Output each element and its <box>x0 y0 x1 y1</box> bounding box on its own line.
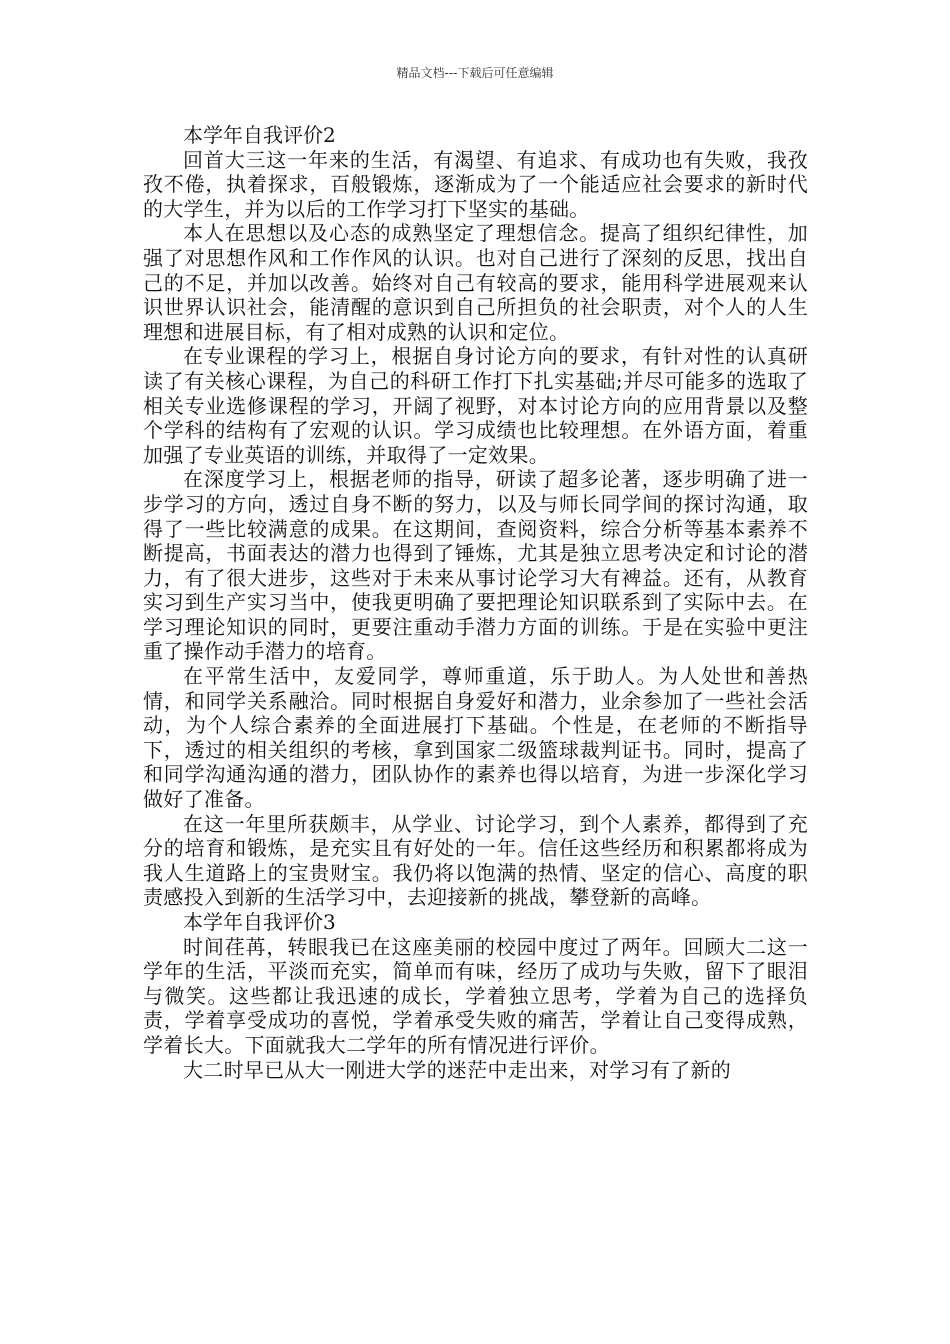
paragraph: 大二时早已从大一刚进大学的迷茫中走出来，对学习有了新的 <box>183 1057 732 1082</box>
paragraph: 本人在思想以及心态的成熟坚定了理想信念。提高了组织纪律性，加强了对思想作风和工作作风的认识。也对自己进行了深刻的反思，找出自己的不足，并加以改善。始终对自己有较高的要求，能用科学进展观来认识世界认识社会，能清醒的意识到自己所担负的社会职责，对个人的人生理想和进展目标，有了相对成熟的认识和定位。 <box>143 221 808 344</box>
paragraph: 在专业课程的学习上，根据自身讨论方向的要求，有针对性的认真研读了有关核心课程，为自己的科研工作打下扎实基础;并尽可能多的选取了相关专业选修课程的学习，开阔了视野，对本讨论方向的应用背景以及整个学科的结构有了宏观的认识。学习成绩也比较理想。在外语方面，着重加强了专业英语的训练，并取得了一定效果。 <box>143 344 808 467</box>
paragraph: 时间荏苒，转眼我已在这座美丽的校园中度过了两年。回顾大二这一学年的生活，平淡而充实，简单而有味，经历了成功与失败，留下了眼泪与微笑。这些都让我迅速的成长，学着独立思考，学着为自己的选择负责，学着享受成功的喜悦，学着承受失败的痛苦，学着让自己变得成熟，学着长大。下面就我大二学年的所有情况进行评价。 <box>143 934 808 1057</box>
paragraph: 在平常生活中，友爱同学，尊师重道，乐于助人。为人处世和善热情，和同学关系融洽。同时根据自身爱好和潜力，业余参加了一些社会活动，为个人综合素养的全面进展打下基础。个性是，在老师的不断指导下，透过的相关组织的考核，拿到国家二级篮球裁判证书。同时，提高了和同学沟通沟通的潜力，团队协作的素养也得以培育，为进一步深化学习做好了准备。 <box>143 664 808 812</box>
paragraph: 在深度学习上，根据老师的指导，研读了超多论著，逐步明确了进一步学习的方向，透过自身不断的努力，以及与师长同学间的探讨沟通，取得了一些比较满意的成果。在这期间，查阅资料，综合分析等基本素养不断提高，书面表达的潜力也得到了锤炼，尤其是独立思考决定和讨论的潜力，有了很大进步，这些对于未来从事讨论学习大有裨益。还有，从教育实习到生产实习当中，使我更明确了要把理论知识联系到了实际中去。在学习理论知识的同时，更要注重动手潜力方面的训练。于是在实验中更注重了操作动手潜力的培育。 <box>143 467 808 664</box>
page-header-note: 精品文档---下载后可任意编辑 <box>396 66 554 80</box>
document-body <box>143 123 808 1082</box>
section-heading: 本学年自我评价3 <box>183 910 336 934</box>
paragraph: 在这一年里所获颇丰，从学业、讨论学习，到个人素养，都得到了充分的培育和锻炼，是充实且有好处的一年。信任这些经历和积累都将成为我人生道路上的宝贵财宝。我仍将以饱满的热情、坚定的信心、高度的职责感投入到新的生活学习中，去迎接新的挑战，攀登新的高峰。 <box>143 811 808 910</box>
section-heading: 本学年自我评价2 <box>183 123 336 147</box>
paragraph: 回首大三这一年来的生活，有渴望、有追求、有成功也有失败，我孜孜不倦，执着探求，百般锻炼，逐渐成为了一个能适应社会要求的新时代的大学生，并为以后的工作学习打下坚实的基础。 <box>143 147 808 221</box>
